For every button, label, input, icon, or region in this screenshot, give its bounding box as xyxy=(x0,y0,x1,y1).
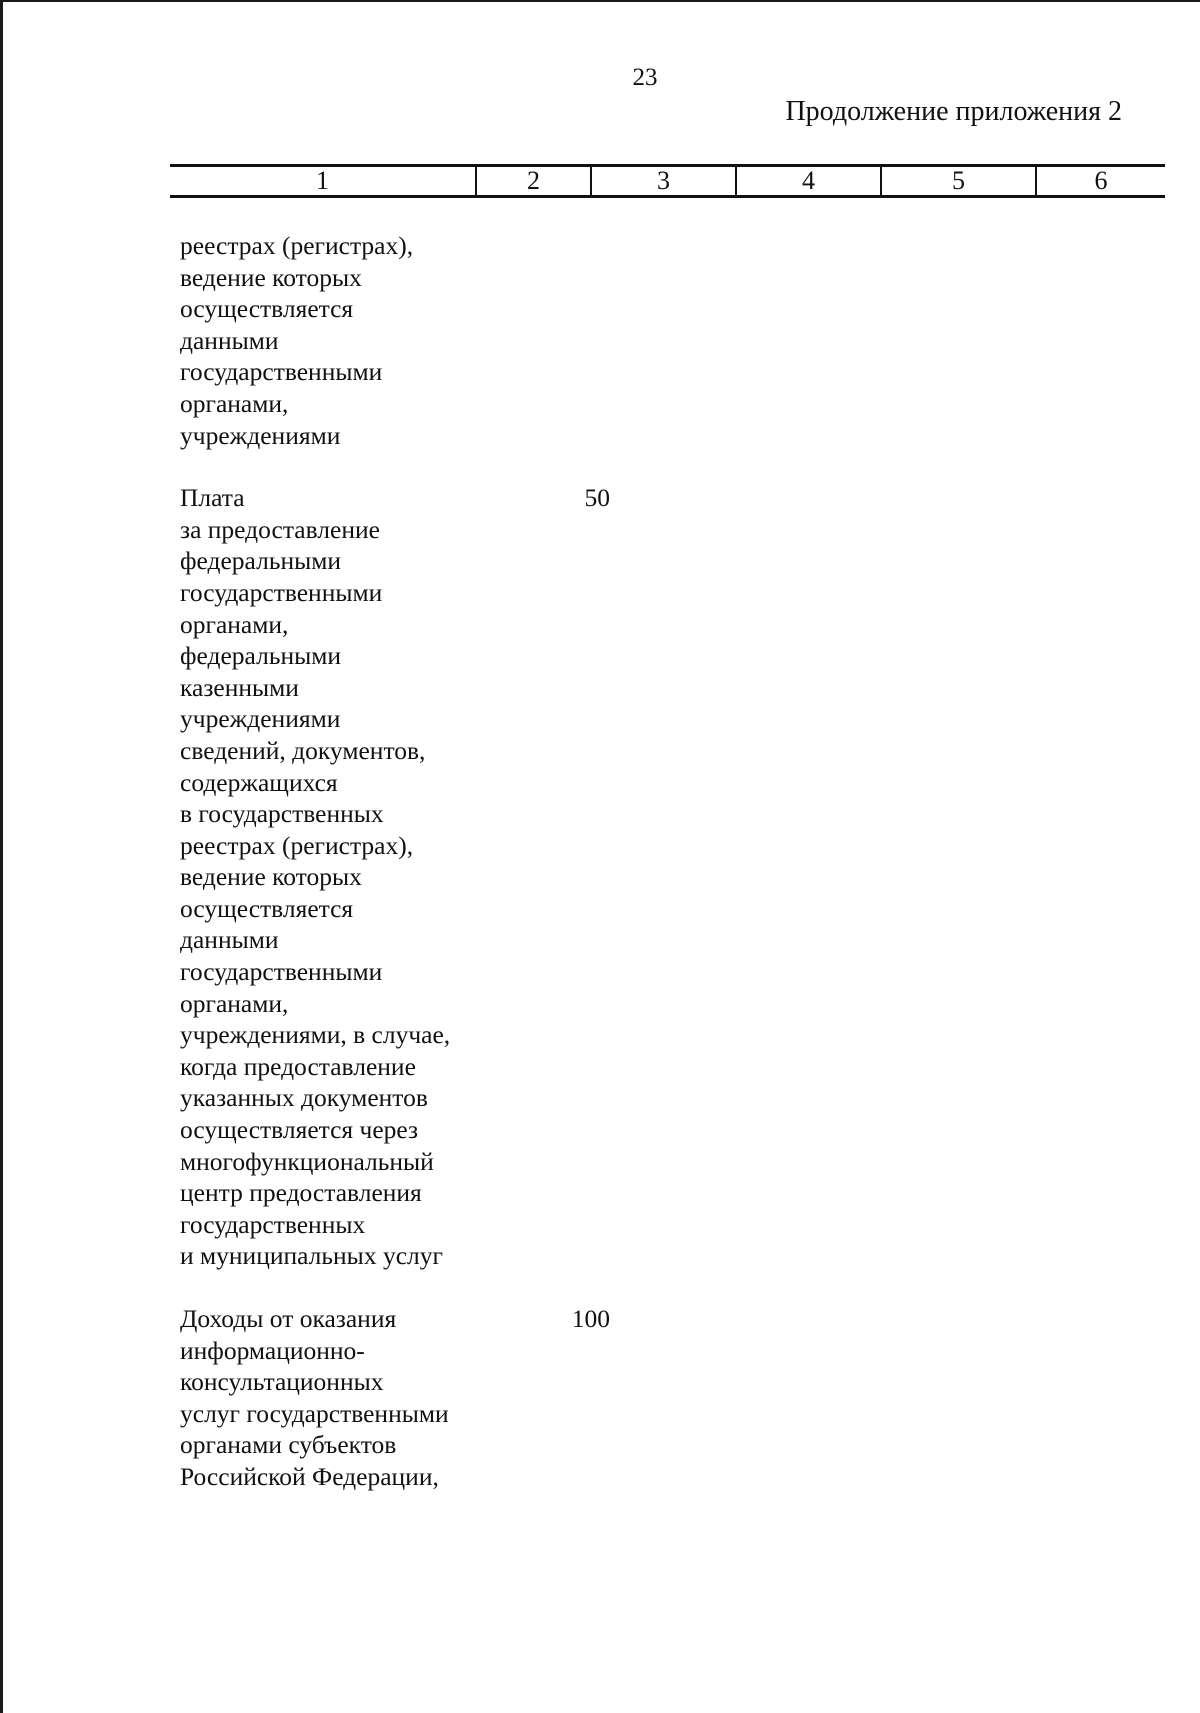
description-line: Доходы от оказания xyxy=(180,1304,397,1333)
description-line: государственными xyxy=(180,357,383,387)
description-line: Плата xyxy=(180,483,245,513)
column-header-4: 4 xyxy=(735,167,880,195)
column-header-2: 2 xyxy=(475,167,590,195)
description-line: осуществляется через xyxy=(180,1115,419,1145)
table-row xyxy=(180,230,1080,451)
description-line: государственными xyxy=(180,577,383,607)
column-header-3: 3 xyxy=(590,167,735,195)
row-value-col2: 100 xyxy=(571,1304,610,1333)
description-line: учреждениями, в случае, xyxy=(180,1020,451,1050)
description-line: органами, xyxy=(180,609,289,639)
description-line: ведение которых xyxy=(180,262,362,292)
description-line: указанных документов xyxy=(180,1083,428,1113)
row-description xyxy=(180,230,500,451)
description-line: учреждениями xyxy=(180,704,341,734)
description-line: данными xyxy=(180,325,279,355)
description-line: ведение которых xyxy=(180,862,362,892)
description-line: федеральными xyxy=(180,546,342,576)
description-line: консультационных xyxy=(180,1367,384,1397)
scan-border-top xyxy=(0,0,1200,2)
description-line: содержащихся xyxy=(180,767,338,797)
description-line: данными xyxy=(180,925,279,955)
description-line: информационно- xyxy=(180,1335,365,1365)
column-header-5: 5 xyxy=(880,167,1035,195)
row-description xyxy=(180,1303,500,1493)
page-number: 23 xyxy=(632,64,658,91)
description-line: в государственных xyxy=(180,799,384,829)
description-line: осуществляется xyxy=(180,294,354,324)
description-line: органами, xyxy=(180,388,289,418)
description-line: органами, xyxy=(180,988,289,1018)
description-line: центр предоставления xyxy=(180,1178,422,1208)
description-line: государственными xyxy=(180,957,383,987)
description-line: многофункциональный xyxy=(180,1146,434,1176)
description-line: учреждениями xyxy=(180,420,341,450)
description-line: федеральными xyxy=(180,641,342,671)
appendix-continuation-note: Продолжение приложения 2 xyxy=(785,96,1122,127)
table-row xyxy=(180,1303,1080,1493)
scan-border-left xyxy=(0,0,3,1713)
description-line: органами субъектов xyxy=(180,1430,397,1460)
description-line: и муниципальных услуг xyxy=(180,1241,443,1271)
column-header-6: 6 xyxy=(1035,167,1165,195)
description-line: осуществляется xyxy=(180,893,354,923)
description-line: государственных xyxy=(180,1209,366,1239)
description-line: Российской Федерации, xyxy=(180,1461,439,1491)
column-header-1: 1 xyxy=(316,166,329,195)
description-line: когда предоставление xyxy=(180,1051,416,1081)
description-line: реестрах (регистрах), xyxy=(180,231,414,260)
row-description xyxy=(180,482,500,1272)
description-line: услуг государственными xyxy=(180,1398,449,1428)
description-line: реестрах (регистрах), xyxy=(180,830,414,860)
table-body xyxy=(180,230,1080,1524)
table-column-header xyxy=(170,164,1165,198)
description-line: сведений, документов, xyxy=(180,735,426,765)
description-line: казенными xyxy=(180,672,299,702)
table-row xyxy=(180,482,1080,1272)
description-line: за предоставление xyxy=(180,514,380,544)
row-value-col2: 50 xyxy=(584,483,610,513)
